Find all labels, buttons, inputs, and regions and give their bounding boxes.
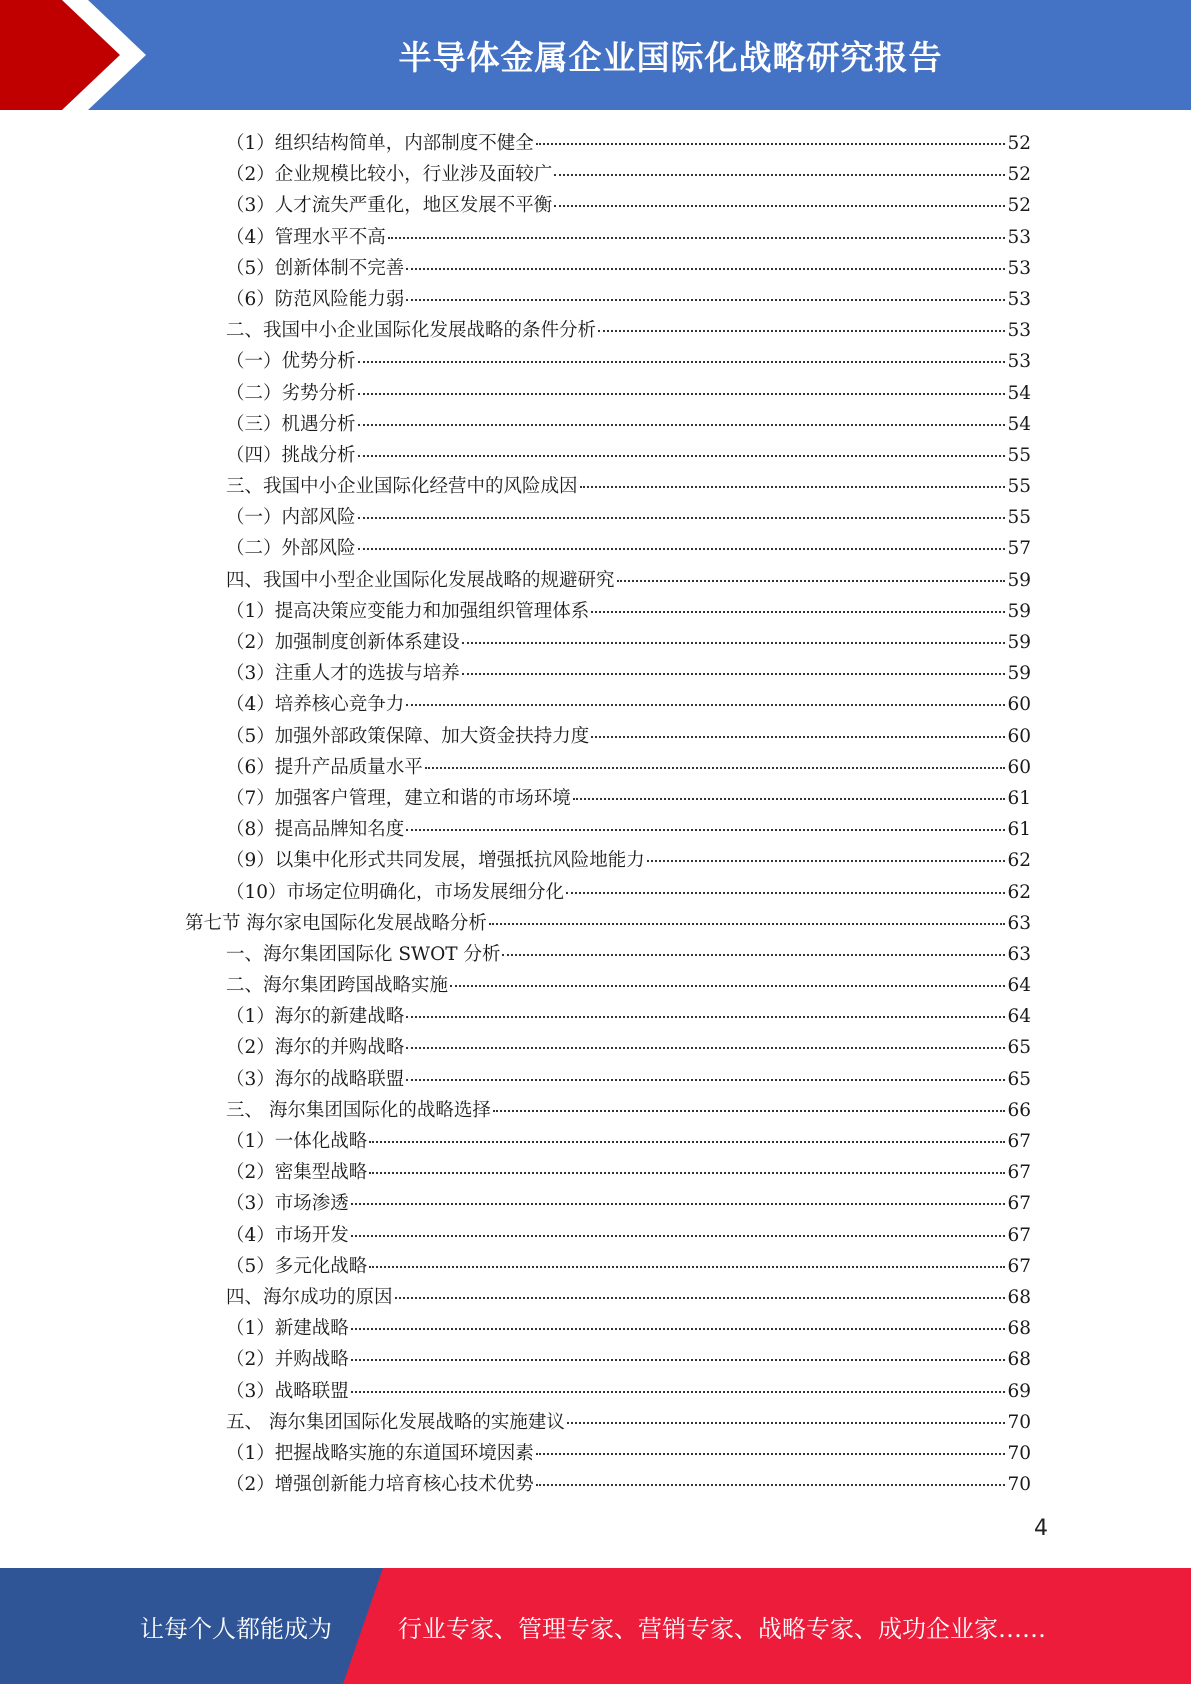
toc-entry-title: 三、 海尔集团国际化的战略选择 (226, 1099, 491, 1121)
toc-dot-leader (566, 891, 1005, 894)
toc-dot-leader (591, 610, 1005, 613)
toc-entry-title: （2）企业规模比较小，行业涉及面较广 (226, 164, 553, 186)
toc-entry-title: （一）优势分析 (226, 351, 356, 373)
toc-entry-title: （10）市场定位明确化，市场发展细分化 (226, 881, 565, 903)
toc-dot-leader (406, 1046, 1005, 1049)
footer-slogan-left: 让每个人都能成为 (140, 1614, 332, 1643)
toc-entry[interactable] (226, 1126, 1031, 1157)
toc-entry-page: 62 (1007, 881, 1031, 903)
toc-entry-title: （7）加强客户管理，建立和谐的市场环境 (226, 787, 571, 809)
toc-dot-leader (351, 1202, 1005, 1205)
toc-dot-leader (369, 1265, 1005, 1268)
toc-entry-title: （4）培养核心竞争力 (226, 694, 405, 716)
toc-entry[interactable] (226, 845, 1031, 876)
toc-dot-leader (388, 236, 1005, 239)
toc-entry-page: 67 (1007, 1162, 1031, 1184)
toc-entry-page: 53 (1007, 288, 1031, 310)
toc-entry-page: 64 (1007, 1006, 1031, 1028)
toc-dot-leader (450, 984, 1005, 987)
toc-dot-leader (369, 1171, 1005, 1174)
toc-entry-page: 52 (1007, 133, 1031, 154)
toc-entry-page: 60 (1007, 725, 1031, 747)
toc-entry-title: （二）外部风险 (226, 538, 356, 560)
toc-entry[interactable] (226, 471, 1031, 502)
chevron-logo-icon (0, 0, 160, 110)
toc-entry[interactable] (226, 159, 1031, 190)
toc-entry-page: 61 (1007, 787, 1031, 809)
toc-entry-title: （2）并购战略 (226, 1349, 349, 1371)
toc-entry[interactable] (226, 814, 1031, 845)
toc-entry[interactable] (226, 409, 1031, 440)
toc-entry[interactable] (226, 783, 1031, 814)
toc-entry-page: 60 (1007, 756, 1031, 778)
toc-entry-title: （二）劣势分析 (226, 382, 356, 404)
toc-entry-title: （1）一体化战略 (226, 1131, 368, 1152)
toc-dot-leader (502, 953, 1005, 956)
toc-entry[interactable] (226, 533, 1031, 564)
toc-dot-leader (369, 1140, 1005, 1143)
toc-entry[interactable] (226, 752, 1031, 783)
toc-dot-leader (536, 142, 1005, 145)
toc-dot-leader (567, 1421, 1005, 1424)
toc-entry[interactable] (226, 1188, 1031, 1219)
toc-entry[interactable] (226, 689, 1031, 720)
toc-entry-page: 70 (1007, 1442, 1031, 1464)
toc-entry-page: 67 (1007, 1224, 1031, 1246)
toc-entry-title: 二、我国中小企业国际化发展战略的条件分析 (226, 320, 597, 342)
toc-entry-page: 57 (1007, 538, 1031, 560)
toc-entry-page: 55 (1007, 507, 1031, 529)
toc-entry-title: （2）增强创新能力培育核心技术优势 (226, 1474, 534, 1496)
toc-entry-page: 70 (1007, 1411, 1031, 1433)
toc-entry[interactable] (226, 1438, 1031, 1469)
toc-entry[interactable] (226, 502, 1031, 533)
toc-entry[interactable] (226, 346, 1031, 377)
toc-entry-page: 67 (1007, 1131, 1031, 1152)
toc-entry-title: （5）加强外部政策保障、加大资金扶持力度 (226, 725, 590, 747)
toc-dot-leader (489, 922, 1005, 925)
toc-entry[interactable] (226, 1064, 1031, 1095)
toc-entry-title: （3）战略联盟 (226, 1380, 349, 1402)
toc-entry-title: 四、我国中小型企业国际化发展战略的规避研究 (226, 569, 615, 591)
page-footer (0, 1568, 1191, 1684)
toc-entry[interactable] (226, 284, 1031, 315)
toc-entry[interactable] (226, 1469, 1031, 1500)
toc-dot-leader (358, 392, 1005, 395)
toc-entry[interactable] (226, 1251, 1031, 1282)
toc-dot-leader (406, 267, 1005, 270)
toc-entry[interactable] (226, 565, 1031, 596)
toc-entry-title: （2）密集型战略 (226, 1162, 368, 1184)
toc-dot-leader (358, 360, 1005, 363)
toc-dot-leader (358, 423, 1005, 426)
toc-entry-title: （四）挑战分析 (226, 444, 356, 466)
toc-dot-leader (351, 1390, 1005, 1393)
toc-dot-leader (573, 797, 1005, 800)
toc-entry-title: （1）提高决策应变能力和加强组织管理体系 (226, 600, 590, 622)
toc-entry-page: 68 (1007, 1286, 1031, 1308)
toc-entry[interactable] (226, 877, 1031, 908)
toc-entry-page: 54 (1007, 382, 1031, 404)
toc-entry-title: （5）多元化战略 (226, 1255, 368, 1277)
toc-dot-leader (358, 516, 1005, 519)
toc-entry-title: 四、海尔成功的原因 (226, 1286, 393, 1308)
toc-entry[interactable] (185, 908, 1031, 939)
toc-entry-page: 59 (1007, 569, 1031, 591)
toc-dot-leader (351, 1234, 1005, 1237)
report-title: 半导体金属企业国际化战略研究报告 (398, 37, 943, 77)
toc-entry-title: （3）注重人才的选拔与培养 (226, 663, 460, 685)
page-header (0, 0, 1191, 110)
toc-entry[interactable] (226, 1001, 1031, 1032)
toc-entry-page: 54 (1007, 413, 1031, 435)
toc-dot-leader (462, 672, 1005, 675)
toc-dot-leader (395, 1296, 1005, 1299)
toc-dot-leader (536, 1452, 1005, 1455)
toc-entry-title: （6）提升产品质量水平 (226, 756, 423, 778)
toc-dot-leader (351, 1358, 1005, 1361)
toc-entry-page: 59 (1007, 600, 1031, 622)
toc-entry-page: 52 (1007, 195, 1031, 217)
toc-entry-title: 二、海尔集团跨国战略实施 (226, 975, 449, 997)
toc-entry-page: 63 (1007, 943, 1031, 965)
toc-entry-page: 67 (1007, 1193, 1031, 1215)
toc-entry-page: 61 (1007, 819, 1031, 841)
toc-entry-title: （2）海尔的并购战略 (226, 1037, 405, 1059)
page-number: 4 (1034, 1516, 1048, 1541)
table-of-contents (0, 128, 1191, 1500)
toc-entry-page: 70 (1007, 1474, 1031, 1496)
toc-entry-page: 68 (1007, 1318, 1031, 1340)
toc-entry-title: （8）提高品牌知名度 (226, 819, 405, 841)
toc-entry-page: 67 (1007, 1255, 1031, 1277)
toc-dot-leader (406, 703, 1005, 706)
toc-dot-leader (617, 579, 1005, 582)
toc-entry-title: （2）加强制度创新体系建设 (226, 632, 460, 653)
toc-entry-title: （1）组织结构简单，内部制度不健全 (226, 133, 534, 154)
toc-entry-page: 64 (1007, 975, 1031, 997)
toc-entry[interactable] (226, 658, 1031, 689)
toc-entry-page: 53 (1007, 257, 1031, 279)
toc-entry[interactable] (226, 1220, 1031, 1251)
toc-dot-leader (591, 735, 1005, 738)
toc-dot-leader (406, 828, 1005, 831)
toc-entry[interactable] (226, 378, 1031, 409)
toc-entry[interactable] (226, 1344, 1031, 1375)
toc-entry-page: 65 (1007, 1037, 1031, 1059)
toc-dot-leader (462, 641, 1005, 644)
toc-entry-title: （5）创新体制不完善 (226, 257, 405, 279)
toc-entry[interactable] (226, 721, 1031, 752)
toc-entry-page: 59 (1007, 632, 1031, 653)
toc-entry-page: 69 (1007, 1380, 1031, 1402)
toc-entry[interactable] (226, 315, 1031, 346)
toc-entry[interactable] (226, 1157, 1031, 1188)
toc-dot-leader (554, 204, 1005, 207)
toc-dot-leader (580, 485, 1005, 488)
toc-dot-leader (406, 298, 1005, 301)
toc-entry-page: 65 (1007, 1068, 1031, 1090)
toc-entry-page: 68 (1007, 1349, 1031, 1371)
toc-entry[interactable] (226, 1313, 1031, 1344)
toc-entry-page: 53 (1007, 226, 1031, 248)
toc-entry[interactable] (226, 1095, 1031, 1126)
toc-entry[interactable] (226, 627, 1031, 658)
toc-entry-title: 五、 海尔集团国际化发展战略的实施建议 (226, 1411, 565, 1433)
toc-entry[interactable] (226, 253, 1031, 284)
toc-entry-page: 55 (1007, 444, 1031, 466)
toc-entry-page: 63 (1007, 912, 1031, 934)
toc-dot-leader (598, 329, 1005, 332)
toc-dot-leader (406, 1015, 1005, 1018)
toc-entry[interactable] (226, 1282, 1031, 1313)
toc-entry-page: 52 (1007, 164, 1031, 186)
toc-entry-title: （1）新建战略 (226, 1318, 349, 1340)
toc-entry[interactable] (226, 596, 1031, 627)
toc-entry-title: （1）把握战略实施的东道国环境因素 (226, 1442, 534, 1464)
toc-entry-title: （3）人才流失严重化，地区发展不平衡 (226, 195, 553, 217)
toc-entry-title: （9）以集中化形式共同发展，增强抵抗风险地能力 (226, 850, 645, 872)
toc-entry-page: 53 (1007, 320, 1031, 342)
toc-entry[interactable] (226, 128, 1031, 159)
toc-dot-leader (425, 766, 1005, 769)
toc-entry[interactable] (226, 1032, 1031, 1063)
toc-dot-leader (358, 547, 1005, 550)
toc-entry-title: 一、海尔集团国际化 SWOT 分析 (226, 943, 501, 965)
toc-entry-title: 三、我国中小企业国际化经营中的风险成因 (226, 476, 578, 498)
toc-dot-leader (536, 1483, 1005, 1486)
toc-entry-page: 66 (1007, 1099, 1031, 1121)
toc-entry-title: （3）海尔的战略联盟 (226, 1068, 405, 1090)
toc-entry-title: （4）市场开发 (226, 1224, 349, 1246)
toc-entry[interactable] (226, 440, 1031, 471)
toc-entry[interactable] (226, 1376, 1031, 1407)
toc-dot-leader (554, 173, 1005, 176)
toc-dot-leader (358, 454, 1005, 457)
toc-entry[interactable] (226, 970, 1031, 1001)
footer-slogan-right: 行业专家、管理专家、营销专家、战略专家、成功企业家…… (398, 1614, 1046, 1643)
toc-dot-leader (351, 1327, 1005, 1330)
toc-entry-title: （一）内部风险 (226, 507, 356, 529)
toc-entry-title: （三）机遇分析 (226, 413, 356, 435)
toc-dot-leader (647, 859, 1005, 862)
toc-entry-title: （1）海尔的新建战略 (226, 1006, 405, 1028)
toc-entry-title: （3）市场渗透 (226, 1193, 349, 1215)
toc-entry-title: （6）防范风险能力弱 (226, 288, 405, 310)
toc-entry-title: 第七节 海尔家电国际化发展战略分析 (185, 912, 487, 934)
toc-entry-title: （4）管理水平不高 (226, 226, 386, 248)
toc-entry-page: 60 (1007, 694, 1031, 716)
toc-entry-page: 62 (1007, 850, 1031, 872)
toc-dot-leader (493, 1109, 1005, 1112)
toc-dot-leader (406, 1078, 1005, 1081)
toc-entry[interactable] (226, 222, 1031, 253)
toc-entry[interactable] (226, 1407, 1031, 1438)
toc-entry-page: 53 (1007, 351, 1031, 373)
toc-entry-page: 55 (1007, 476, 1031, 498)
toc-entry[interactable] (226, 939, 1031, 970)
toc-entry-page: 59 (1007, 663, 1031, 685)
toc-entry[interactable] (226, 190, 1031, 221)
